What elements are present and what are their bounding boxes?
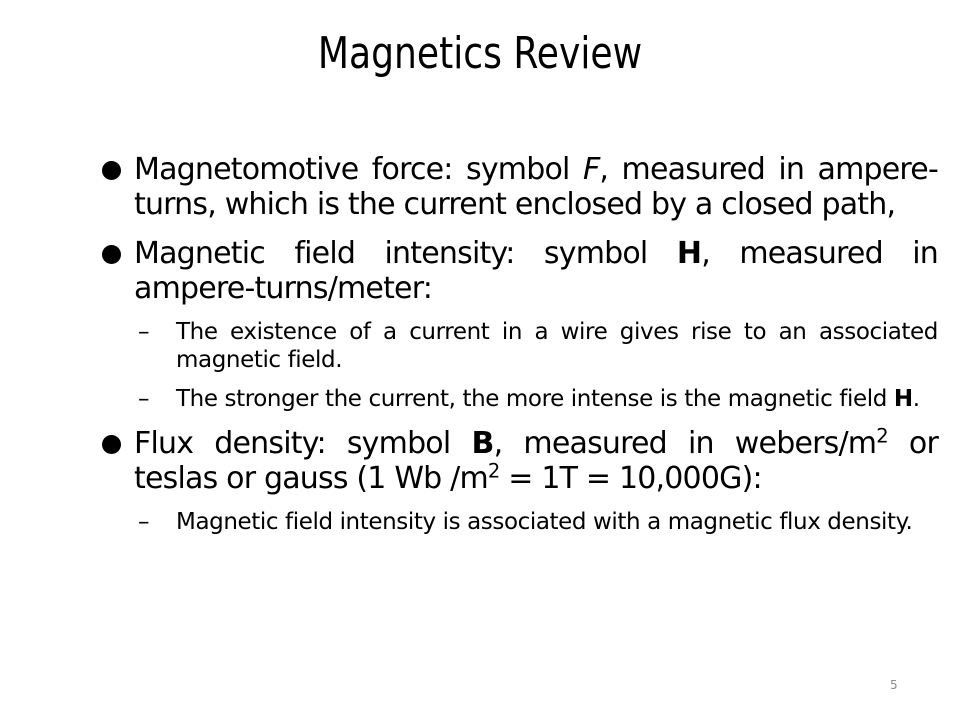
bullet-text: Magnetomotive force: symbol <box>134 152 583 187</box>
bullet-magnetomotive-force <box>102 152 938 222</box>
sub-bullet-text: Magnetic field intensity is associated with a magnetic flux density. <box>176 509 913 535</box>
page-number: 5 <box>890 678 898 692</box>
symbol-b: B <box>471 426 494 461</box>
slide-title: Magnetics Review <box>317 28 643 79</box>
bullet-dot-icon <box>102 161 121 180</box>
bullet-dot-icon <box>102 245 121 264</box>
symbol-h: H <box>676 236 702 271</box>
sub-bullet-text: The existence of a current in a wire gives rise to an associated magnetic field. <box>176 319 938 373</box>
superscript: 2 <box>487 459 500 483</box>
sub-bullet-dash: – <box>138 319 150 345</box>
bullet-text: Flux density: symbol <box>134 426 472 461</box>
sub-bullet-flux-density <box>102 508 938 536</box>
bullet-text: , measured in ampere-turns/meter: <box>134 236 938 306</box>
sub-bullet-dash: – <box>138 386 150 412</box>
symbol-h: H <box>893 386 913 412</box>
slide-body <box>102 152 938 549</box>
superscript: 2 <box>876 424 888 448</box>
bullet-text: , measured in ampere-turns, which is the current enclosed by a closed path, <box>134 152 938 222</box>
sub-bullet-current-field <box>102 318 938 374</box>
bullet-flux-density <box>102 426 938 496</box>
sub-bullet-text: . <box>912 386 920 412</box>
bullet-text: = 1T = 10,000G): <box>499 461 762 496</box>
bullet-dot-icon <box>102 435 121 454</box>
bullet-text: or teslas or gauss (1 Wb /m <box>134 426 938 496</box>
sub-bullet-dash: – <box>138 509 150 535</box>
bullet-text: , measured in webers/m <box>493 426 877 461</box>
symbol-f: F <box>582 152 600 187</box>
bullet-text: Magnetic field intensity: symbol <box>134 236 677 271</box>
sub-bullet-text: The stronger the current, the more intense is the magnetic field <box>176 386 894 412</box>
sub-bullet-stronger-current <box>102 385 938 413</box>
bullet-magnetic-field-intensity <box>102 236 938 306</box>
